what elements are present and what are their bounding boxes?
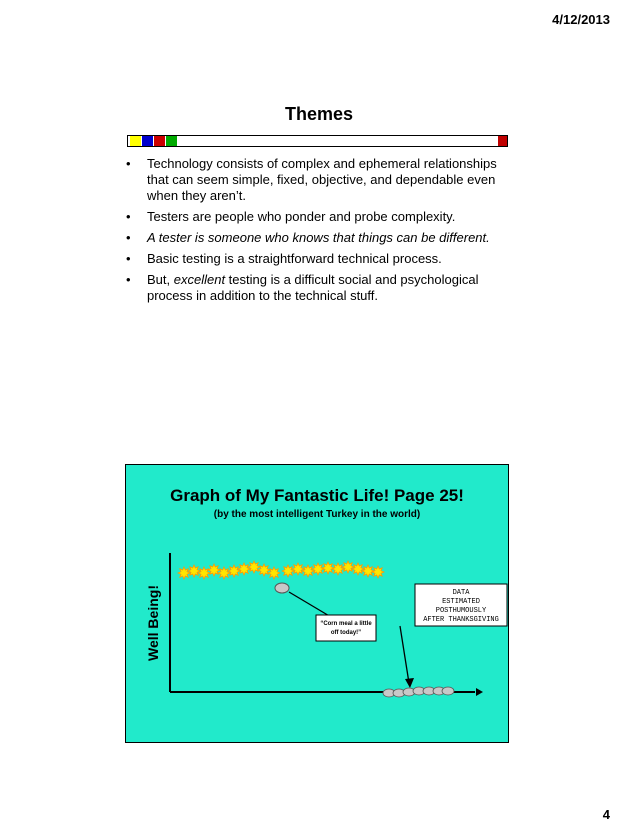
color-square-yellow xyxy=(130,136,141,146)
bullet-dot: • xyxy=(126,251,131,266)
title-decorative-bar xyxy=(127,135,508,147)
graph-subtitle: (by the most intelligent Turkey in the world) xyxy=(213,509,421,520)
page-number: 4 xyxy=(602,807,610,822)
happy-star xyxy=(322,562,334,574)
data-box-line: DATA xyxy=(452,589,470,597)
color-square-end xyxy=(498,136,507,146)
bullet-item xyxy=(126,156,516,204)
dead-cloud xyxy=(442,687,454,695)
happy-star xyxy=(312,563,324,575)
quote-arrow xyxy=(289,592,331,617)
happy-star xyxy=(188,565,200,577)
bullet-text: Testers are people who ponder and probe complexity. xyxy=(147,209,456,224)
data-box-line: AFTER THANKSGIVING xyxy=(423,616,499,624)
bullet-text: testing is a difficult social and psychological process in addition to the technical stuff. xyxy=(147,272,479,303)
death-arrowhead xyxy=(405,678,414,688)
happy-star xyxy=(228,565,240,577)
bullet-text: Basic testing is a straightforward technical process. xyxy=(147,251,442,266)
happy-star xyxy=(292,563,304,575)
happy-star xyxy=(178,567,190,579)
graph-title: Graph of My Fantastic Life! Page 25! xyxy=(170,486,464,505)
happy-star xyxy=(238,563,250,575)
happy-star xyxy=(332,563,344,575)
happy-star xyxy=(248,561,260,573)
slide-title: Themes xyxy=(284,104,354,124)
dead-clouds-line xyxy=(383,687,454,697)
happy-star xyxy=(268,567,280,579)
happy-star xyxy=(372,566,384,578)
bullet-item xyxy=(126,209,516,225)
happy-star xyxy=(362,565,374,577)
bullet-text: excellent xyxy=(173,272,226,287)
bullet-item xyxy=(126,272,516,304)
happy-star xyxy=(258,564,270,576)
bullet-text: A tester is someone who knows that things can be different. xyxy=(147,230,490,245)
happy-star xyxy=(352,563,364,575)
happy-star xyxy=(302,565,314,577)
bullet-dot: • xyxy=(126,209,131,224)
quote-box xyxy=(316,615,376,641)
bullet-dot: • xyxy=(126,272,131,287)
happy-star xyxy=(198,567,210,579)
graph-ylabel: Well Being! xyxy=(145,585,161,661)
graph-slide xyxy=(125,464,509,743)
bullet-item xyxy=(126,251,516,267)
happy-star xyxy=(342,561,354,573)
sick-cloud xyxy=(275,583,289,593)
happy-star xyxy=(208,564,220,576)
bullet-item xyxy=(126,230,516,246)
data-box-line: POSTHUMOUSLY xyxy=(435,607,487,615)
color-square-green xyxy=(166,136,177,146)
quote-text: “Corn meal a little off today!” xyxy=(320,621,372,636)
color-square-red xyxy=(154,136,165,146)
header-date: 4/12/2013 xyxy=(552,12,610,27)
happy-star xyxy=(282,565,294,577)
happy-stars-line xyxy=(178,561,384,579)
data-box-line: ESTIMATED xyxy=(442,598,480,606)
death-arrow xyxy=(400,626,409,683)
bullet-text: Technology consists of complex and ephemeral relationships that can seem simple, fixed, objective, and dependable even when they aren’t. xyxy=(147,156,497,203)
bullet-dot: • xyxy=(126,156,131,171)
life-graph xyxy=(126,465,508,742)
happy-star xyxy=(218,567,230,579)
color-square-blue xyxy=(142,136,153,146)
bullet-text: But, xyxy=(147,272,174,287)
x-axis-arrowhead xyxy=(476,688,483,696)
bullet-list xyxy=(126,156,516,309)
bullet-dot: • xyxy=(126,230,131,245)
